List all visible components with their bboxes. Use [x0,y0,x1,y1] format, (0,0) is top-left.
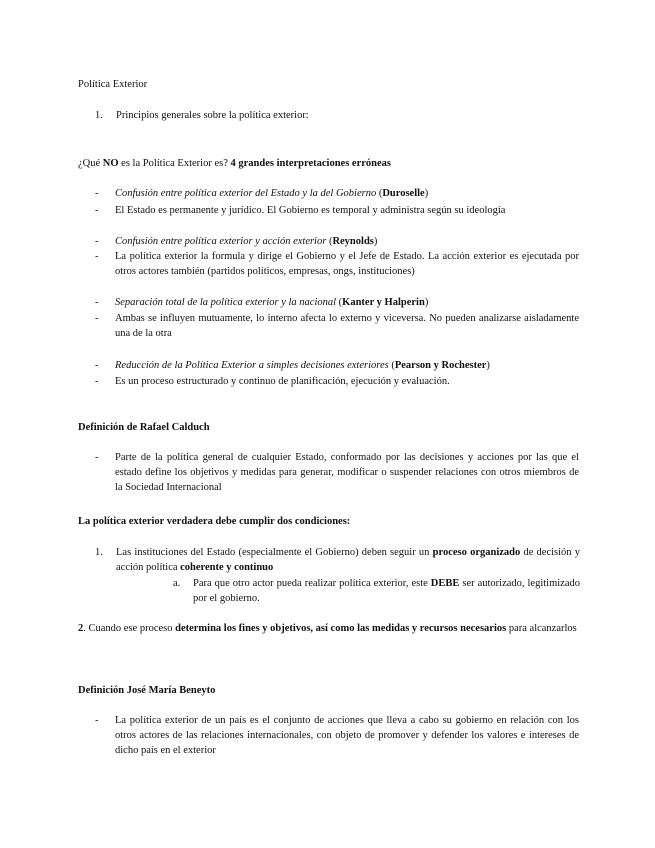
bullet-dash: - [95,205,99,216]
bullet-dash: - [95,715,99,726]
bullet-dash: - [95,236,99,247]
document-page: Política Exterior 1. Principios generales sobre la política exterior: ¿Qué NO es la Política Exterior es? 4 grandes interpretaciones erróneas - Confusión entre política exterior del Estado y la del Gobierno (Duroselle) - El Estado es permanente y jurídico. El Gobierno es temporal y administra según su ideología - Confusión entre política exterior y acción exterior (Reynolds) - La política exterior la formula y dirige el Gobierno y el Jefe de Estado. La acción exterior es ejecutada por otros actores también (partidos políticos, empresas, ongs, instituciones) - Separación total de la política exterior y la nacional (Kanter y Halperin) - Ambas se influyen mutuamente, lo interno afecta lo externo y viceversa. No pueden analizarse aisladamente una de la otra - Reducción de la Política Exterior a simples decisiones exteriores (Pearson y Rochester) - Es un proceso estructurado y continuo de planificación, ejecución y evaluación. Definición de Rafael Calduch - Parte de la política general de cualquier Estado, conformado por las decisiones y acciones por las que el estado define los objetivos y medidas para generar, modificar o suspender relaciones con otros miembros de la Sociedad Internacional La política exterior verdadera debe cumplir dos condiciones: 1. Las instituciones del Estado (especialmente el Gobierno) deben seguir un proceso organizado de decisión y acción política coherente y continuo a. Para que otro actor pueda realizar política exterior, este DEBE ser autorizado, legitimizado por el gobierno. 2. Cuando ese proceso determina los fines y objetivos, así como las medidas y recursos necesarios para alcanzarlos Definición José María Beneyto - La política exterior de un país es el conjunto de acciones que lleva a cabo su gobierno en relación con los otros actores de las relaciones internacionales, con objeto de promover y defender los valores e intereses de dicho país en el exterior [78,79,581,756]
bullet-dash: - [95,297,99,308]
bullet-dash: - [95,360,99,371]
section-heading: Principios generales sobre la política exterior: [116,110,309,121]
question-pre: ¿Qué [78,158,103,169]
bullet-dash: - [95,376,99,387]
bullet-dash: - [95,452,99,463]
bullet-dash: - [95,188,99,199]
question-no: NO [102,158,119,169]
condition-1-number: 1. [95,547,103,558]
question-bold: 4 grandes interpretaciones erróneas [230,158,391,169]
bullet-dash: - [95,251,99,262]
condition-sub-letter: a. [173,578,181,589]
beneyto-heading: Definición José María Beneyto [78,685,216,696]
conditions-heading: La política exterior verdadera debe cumplir dos condiciones: [78,516,351,527]
bullet-dash: - [95,313,99,324]
question-mid: es la Política Exterior es? [118,158,231,169]
document-title: Política Exterior [78,79,148,90]
section-number: 1. [95,110,103,121]
condition-1-text: Las instituciones del Estado (especialmente el Gobierno) deben seguir un proceso organizado de decisión y acción política coherente y continuo [116,547,581,573]
condition-2-text: 2. Cuando ese proceso determina los fines y objetivos, así como las medidas y recursos necesarios para alcanzarlos [78,623,577,634]
calduch-heading: Definición de Rafael Calduch [78,422,210,433]
question-line [78,156,391,171]
condition-sub-text: Para que otro actor pueda realizar política exterior, este DEBE ser autorizado, legitimizado por el gobierno. [193,578,580,604]
